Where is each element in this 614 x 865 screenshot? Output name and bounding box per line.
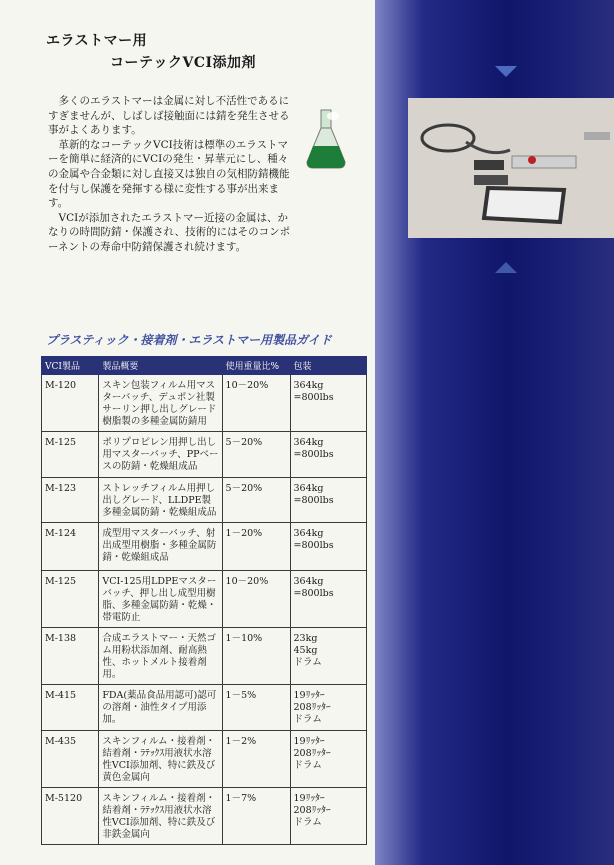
table-header-row xyxy=(42,357,367,375)
arrow-up-icon xyxy=(495,262,517,273)
cell-product: M-5120 xyxy=(42,788,99,845)
cell-description: スキン包装フィルム用マスターバッチ、デュポン社製サーリン押し出しグレード樹脂製の多種金属防錆用 xyxy=(99,375,222,432)
guide-title: プラスティック・接着剤・エラストマー用製品ガイド xyxy=(46,333,332,347)
intro-paragraph: 革新的なコーテックVCI技術は標準のエラストマーを簡単に経済的にVCIの発生・昇華元にし、種々の金属や合金類に対し直接又は独自の気相防錆機能を付与し保護を発揮する様に変性する事が出来ます。 xyxy=(48,138,290,210)
photo-illustration xyxy=(408,98,614,238)
cell-description: VCI-125用LDPEマスターバッチ、押し出し成型用樹脂、多種金属防錆・乾燥・帯電防止 xyxy=(99,571,222,628)
cell-description: 成型用マスターバッチ、射出成型用樹脂・多種金属防錆・乾燥組成品 xyxy=(99,523,222,571)
cell-description: FDA(薬品食品用認可)認可の溶剤・油性タイプ用添加。 xyxy=(99,685,222,731)
cell-packaging: 364kg =800lbs xyxy=(290,571,367,628)
table-row xyxy=(42,478,367,523)
cell-product: M-415 xyxy=(42,685,99,731)
cell-product: M-120 xyxy=(42,375,99,432)
cell-description: スキンフィルム・接着剤・結着剤・ﾗﾃｯｸｽ用液状水溶性VCI添加剤、特に鉄及び非鉄金属向 xyxy=(99,788,222,845)
header-product: VCI製品 xyxy=(42,357,99,375)
cell-packaging: 364kg =800lbs xyxy=(290,478,367,523)
table-row xyxy=(42,628,367,685)
cell-packaging: 364kg =800lbs xyxy=(290,523,367,571)
product-photo xyxy=(408,98,614,238)
cell-packaging: 364kg =800lbs xyxy=(290,432,367,478)
cell-product: M-123 xyxy=(42,478,99,523)
cell-ratio: 1－10% xyxy=(222,628,290,685)
page-title-line2: コーテックVCI添加剤 xyxy=(110,55,257,71)
intro-paragraph: 多くのエラストマーは金属に対し不活性であるにすぎませんが、しばしば接触面には錆を発生させる事がよくあります。 xyxy=(48,95,290,137)
cell-packaging: 19ﾘｯﾀｰ 208ﾘｯﾀｰ ドラム xyxy=(290,731,367,788)
header-packaging: 包装 xyxy=(290,357,367,375)
cell-ratio: 1－20% xyxy=(222,523,290,571)
cell-product: M-124 xyxy=(42,523,99,571)
cell-ratio: 1－2% xyxy=(222,731,290,788)
cell-packaging: 19ﾘｯﾀｰ 208ﾘｯﾀｰ ドラム xyxy=(290,685,367,731)
cell-description: ポリプロピレン用押し出し用マスターバッチ、PPベースの防錆・乾燥組成品 xyxy=(99,432,222,478)
cell-ratio: 1－5% xyxy=(222,685,290,731)
table-row xyxy=(42,432,367,478)
cell-ratio: 1－7% xyxy=(222,788,290,845)
cell-packaging: 23kg 45kg ドラム xyxy=(290,628,367,685)
table-row xyxy=(42,788,367,845)
table-row xyxy=(42,523,367,571)
table-row xyxy=(42,731,367,788)
intro-text xyxy=(48,94,296,255)
cell-packaging: 19ﾘｯﾀｰ 208ﾘｯﾀｰ ドラム xyxy=(290,788,367,845)
page-title-line1: エラストマー用 xyxy=(46,33,148,49)
cell-description: 合成エラストマー・天然ゴム用粉状添加剤、耐高熱性、ホットメルト接着剤用。 xyxy=(99,628,222,685)
product-guide-table xyxy=(41,356,367,845)
header-ratio: 使用重量比% xyxy=(222,357,290,375)
cell-ratio: 10－20% xyxy=(222,571,290,628)
cell-product: M-125 xyxy=(42,432,99,478)
arrow-down-icon xyxy=(495,66,517,77)
flask-icon xyxy=(303,108,349,170)
cell-product: M-125 xyxy=(42,571,99,628)
cell-description: スキンフィルム・接着剤・結着剤・ﾗﾃｯｸｽ用液状水溶性VCI添加剤、特に鉄及び黄色金属向 xyxy=(99,731,222,788)
header-description: 製品概要 xyxy=(99,357,222,375)
cell-description: ストレッチフィルム用押し出しグレード、LLDPE製多種金属防錆・乾燥組成品 xyxy=(99,478,222,523)
table-row xyxy=(42,685,367,731)
intro-paragraph: VCIが添加されたエラストマー近接の金属は、かなりの時間防錆・保護され、技術的にはそのコンポーネントの寿命中防錆保護され続けます。 xyxy=(48,211,291,253)
cell-ratio: 10－20% xyxy=(222,375,290,432)
cell-product: M-435 xyxy=(42,731,99,788)
cell-packaging: 364kg =800lbs xyxy=(290,375,367,432)
table-row xyxy=(42,571,367,628)
cell-ratio: 5－20% xyxy=(222,432,290,478)
table-row xyxy=(42,375,367,432)
cell-product: M-138 xyxy=(42,628,99,685)
cell-ratio: 5－20% xyxy=(222,478,290,523)
